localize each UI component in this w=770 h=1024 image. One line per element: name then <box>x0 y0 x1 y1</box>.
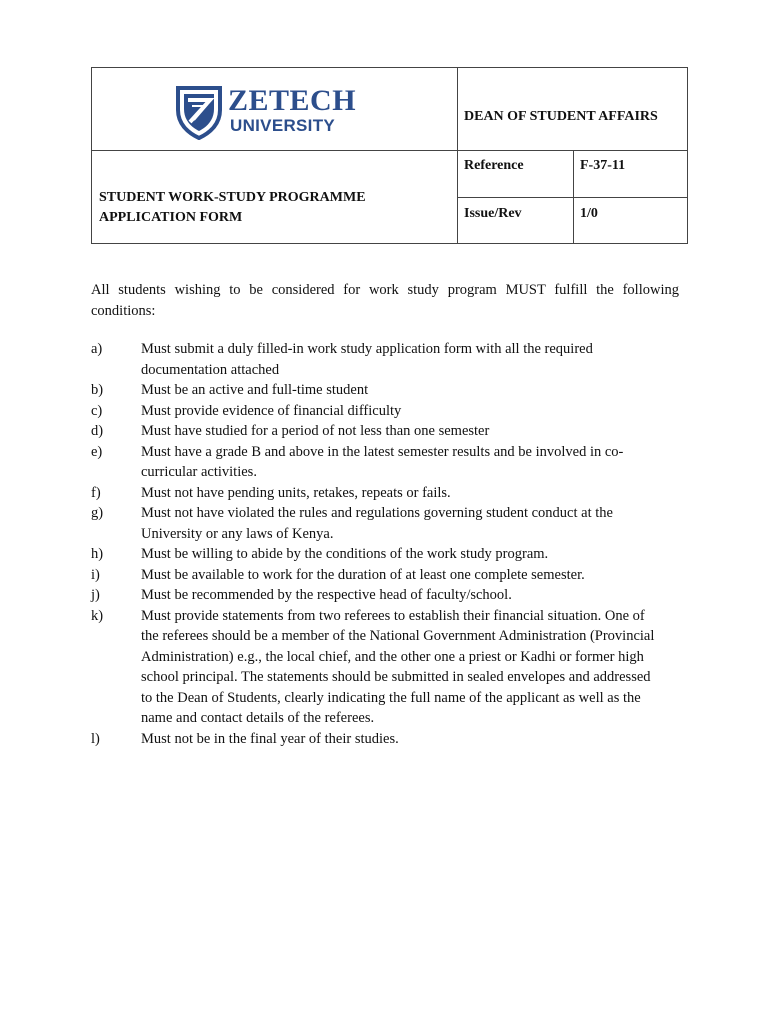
form-title <box>99 188 366 228</box>
table-divider <box>457 150 687 151</box>
list-item <box>91 339 661 380</box>
list-item-text: Must not have violated the rules and regulations governing student conduct at the University or any laws of Kenya. <box>141 505 613 542</box>
list-item <box>91 544 661 565</box>
list-marker: d) <box>91 423 104 439</box>
list-item-text: Must have a grade B and above in the latest semester results and be involved in co-curricular activities. <box>141 443 624 480</box>
form-title-line: STUDENT WORK-STUDY PROGRAMME <box>99 190 366 205</box>
list-marker: k) <box>91 607 104 624</box>
list-item <box>91 585 661 606</box>
logo-subtitle: UNIVERSITY <box>230 116 336 135</box>
shield-icon <box>174 82 224 140</box>
list-marker: a) <box>91 341 103 357</box>
list-marker: f) <box>91 484 101 501</box>
reference-value: F-37-11 <box>580 158 626 173</box>
list-item <box>91 380 661 401</box>
conditions-list <box>91 339 661 749</box>
list-item-text: Must not have pending units, retakes, repeats or fails. <box>141 484 451 501</box>
list-item-text: Must be available to work for the duration of at least one complete semester. <box>141 566 585 583</box>
table-divider <box>457 68 458 243</box>
list-item <box>91 565 661 586</box>
list-item <box>91 729 661 750</box>
reference-label: Reference <box>464 158 524 173</box>
list-item <box>91 401 661 422</box>
office-name: DEAN OF STUDENT AFFAIRS <box>464 109 658 124</box>
list-marker: j) <box>91 587 100 603</box>
list-marker: c) <box>91 402 103 419</box>
list-marker: e) <box>91 443 103 460</box>
list-marker: l) <box>91 730 100 747</box>
table-divider <box>92 150 457 151</box>
list-marker: g) <box>91 505 104 521</box>
list-item-text: Must submit a duly filled-in work study application form with all the required documentation attached <box>141 341 593 378</box>
list-item <box>91 442 661 483</box>
list-item <box>91 483 661 504</box>
list-item <box>91 503 661 544</box>
table-divider <box>573 150 574 243</box>
intro-paragraph: All students wishing to be considered for work study program MUST fulfill the following conditions: <box>91 282 679 319</box>
list-marker: h) <box>91 546 104 562</box>
issue-value: 1/0 <box>580 206 598 221</box>
header-table <box>91 67 688 244</box>
list-item-text: Must have studied for a period of not less than one semester <box>141 423 490 439</box>
list-marker: i) <box>91 566 100 583</box>
logo-wordmark: ZETECH <box>228 84 357 117</box>
university-logo <box>174 82 357 140</box>
list-item-text: Must be an active and full-time student <box>141 382 369 398</box>
list-item-text: Must provide statements from two referees to establish their financial situation. One of the referees should be a member of the National Government Administration (Provincial Administration) e.g., the local chief, and the other one a priest or Kadhi or former high school principal. The statements should be submitted in sealed envelopes and addressed to the Dean of Students, clearly indicating the full name of the applicant as well as the name and contact details of the referees. <box>141 607 655 726</box>
issue-label: Issue/Rev <box>464 206 522 221</box>
table-divider <box>457 197 687 198</box>
list-item-text: Must be recommended by the respective head of faculty/school. <box>141 587 512 603</box>
list-item <box>91 606 661 729</box>
list-item-text: Must not be in the final year of their studies. <box>141 730 399 747</box>
list-item-text: Must provide evidence of financial difficulty <box>141 402 402 419</box>
form-title-line: APPLICATION FORM <box>99 210 243 225</box>
list-item <box>91 421 661 442</box>
list-item-text: Must be willing to abide by the conditions of the work study program. <box>141 546 549 562</box>
list-marker: b) <box>91 382 104 398</box>
